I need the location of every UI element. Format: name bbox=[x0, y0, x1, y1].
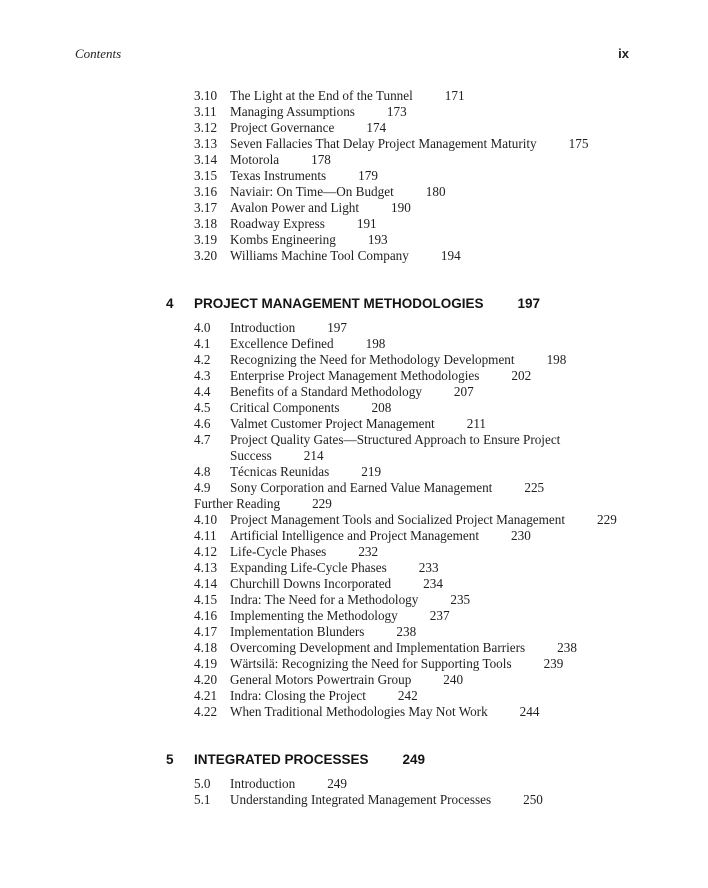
toc-entry-page: 230 bbox=[511, 528, 531, 543]
toc-entry bbox=[194, 560, 708, 576]
toc-entry-page: 249 bbox=[327, 776, 347, 791]
toc-entry-number: 4.17 bbox=[194, 624, 218, 639]
section-heading-page: 249 bbox=[402, 752, 426, 767]
toc-entry bbox=[194, 640, 708, 656]
toc-entry-number: 4.4 bbox=[194, 384, 211, 399]
toc-entry-page: 207 bbox=[453, 384, 474, 399]
toc-entry-number: 3.13 bbox=[194, 136, 218, 151]
toc-entry-number: 4.16 bbox=[194, 608, 218, 623]
toc-entry bbox=[194, 528, 708, 544]
toc-entry-title: Wärtsilä: Recognizing the Need for Supporting Tools bbox=[230, 656, 512, 671]
toc-entry bbox=[194, 384, 708, 400]
toc-entry bbox=[194, 136, 708, 152]
toc-entry-number: 4.13 bbox=[194, 560, 218, 575]
toc-entry-number: 4.2 bbox=[194, 352, 211, 367]
toc-entry bbox=[194, 592, 708, 608]
toc-entry bbox=[194, 200, 708, 216]
toc-entry bbox=[194, 544, 708, 560]
toc-entry-page: 232 bbox=[358, 544, 379, 559]
toc-entry-number: 3.16 bbox=[194, 184, 218, 199]
toc-entry-title: Introduction bbox=[230, 776, 296, 791]
toc-entry bbox=[194, 608, 708, 624]
toc-entry-number: 4.0 bbox=[194, 320, 211, 335]
toc-entry-page: 214 bbox=[303, 448, 324, 463]
toc-entry-number: 5.1 bbox=[194, 792, 211, 807]
toc-entry-page: 244 bbox=[519, 704, 540, 719]
toc-entry-page: 180 bbox=[425, 184, 446, 199]
toc-entry-page: 174 bbox=[366, 120, 387, 135]
toc-entry-number: 4.6 bbox=[194, 416, 211, 431]
toc-entry-page: 238 bbox=[396, 624, 417, 639]
toc-entry bbox=[194, 656, 708, 672]
toc-entry-page: 202 bbox=[511, 368, 532, 383]
toc-entry-title-wrap: Success bbox=[230, 448, 272, 463]
toc-entry-page: 171 bbox=[444, 88, 465, 103]
toc-entry-title: Seven Fallacies That Delay Project Management Maturity bbox=[230, 136, 537, 151]
toc-entry bbox=[194, 232, 708, 248]
toc-entry-title: Recognizing the Need for Methodology Development bbox=[230, 352, 515, 367]
toc-entry bbox=[194, 104, 708, 120]
toc-entry-number: 4.18 bbox=[194, 640, 218, 655]
section-heading-page: 197 bbox=[517, 296, 541, 311]
toc-entry-title: Artificial Intelligence and Project Management bbox=[230, 528, 479, 543]
toc-entry-page: 229 bbox=[312, 496, 332, 511]
toc-entry-number: 3.15 bbox=[194, 168, 218, 183]
toc-entry bbox=[194, 464, 708, 480]
toc-entry-number: 4.3 bbox=[194, 368, 211, 383]
toc-entry-title: Introduction bbox=[230, 320, 296, 335]
page-header bbox=[75, 46, 629, 62]
toc-entry-title: Texas Instruments bbox=[230, 168, 327, 183]
toc-entry bbox=[194, 776, 708, 792]
toc-entry-title: Enterprise Project Management Methodologies bbox=[230, 368, 480, 383]
toc-entry-page: 211 bbox=[466, 416, 487, 431]
toc-entry-page: 250 bbox=[523, 792, 543, 807]
toc-entry-title: The Light at the End of the Tunnel bbox=[230, 88, 413, 103]
toc-entry-number: 3.10 bbox=[194, 88, 218, 103]
toc-entry-page: 237 bbox=[429, 608, 450, 623]
toc-entry bbox=[194, 320, 708, 336]
section-heading bbox=[166, 296, 708, 312]
toc-entry bbox=[194, 336, 708, 352]
toc-entry-title: Life-Cycle Phases bbox=[230, 544, 327, 559]
section-heading bbox=[166, 752, 708, 768]
toc-entry-page: 234 bbox=[423, 576, 443, 591]
section-heading-title: INTEGRATED PROCESSES bbox=[194, 752, 369, 767]
toc-entry bbox=[194, 496, 708, 512]
toc-entry bbox=[194, 672, 708, 688]
toc-entry bbox=[194, 576, 708, 592]
toc-entry-title: When Traditional Methodologies May Not Work bbox=[230, 704, 488, 719]
toc-entry-page: 238 bbox=[557, 640, 577, 655]
toc-entry-wrap-line bbox=[194, 448, 708, 464]
toc-entry-title: Valmet Customer Project Management bbox=[230, 416, 435, 431]
toc-entry-number: 3.17 bbox=[194, 200, 218, 215]
toc-entry-title: Kombs Engineering bbox=[230, 232, 336, 247]
toc-entry-page: 239 bbox=[543, 656, 564, 671]
toc-entry-page: 208 bbox=[371, 400, 392, 415]
toc-entry-page: 219 bbox=[361, 464, 382, 479]
section-heading-title: PROJECT MANAGEMENT METHODOLOGIES bbox=[194, 296, 484, 311]
running-head: Contents bbox=[75, 46, 122, 61]
toc-entry-title: Sony Corporation and Earned Value Management bbox=[230, 480, 493, 495]
toc-entry bbox=[194, 352, 708, 368]
toc-entry-number: 4.1 bbox=[194, 336, 211, 351]
toc-entry bbox=[194, 792, 708, 808]
toc-entry-page: 190 bbox=[391, 200, 411, 215]
toc-entry-number: 4.22 bbox=[194, 704, 218, 719]
toc-entry-title: Avalon Power and Light bbox=[230, 200, 360, 215]
toc-entry-page: 229 bbox=[597, 512, 617, 527]
toc-entry-number: 5.0 bbox=[194, 776, 211, 791]
toc-entry-title: Excellence Defined bbox=[230, 336, 334, 351]
toc-entry-title: Critical Components bbox=[230, 400, 340, 415]
toc-entry bbox=[194, 704, 708, 720]
toc-entry-page: 194 bbox=[440, 248, 461, 263]
toc-entry-title: Indra: Closing the Project bbox=[230, 688, 366, 703]
toc-entry-page: 242 bbox=[397, 688, 418, 703]
toc-entry bbox=[194, 120, 708, 136]
toc-entry-page: 225 bbox=[524, 480, 545, 495]
toc-entry-number: 4.11 bbox=[194, 528, 217, 543]
toc-entry-number: 4.14 bbox=[194, 576, 218, 591]
toc-entry-title: Roadway Express bbox=[230, 216, 325, 231]
toc-entry-page: 191 bbox=[356, 216, 377, 231]
toc-entry-number: 4.9 bbox=[194, 480, 211, 495]
toc-entry-title: Indra: The Need for a Methodology bbox=[230, 592, 419, 607]
toc-entry-title: Project Quality Gates—Structured Approach to Ensure Project bbox=[230, 432, 561, 447]
toc-entry bbox=[194, 152, 708, 168]
toc-entry bbox=[194, 368, 708, 384]
toc-entry-page: 175 bbox=[568, 136, 589, 151]
toc-entry bbox=[194, 512, 708, 528]
toc-entry-number: 4.10 bbox=[194, 512, 218, 527]
toc-entry-number: 4.5 bbox=[194, 400, 211, 415]
toc-entry-number: 4.7 bbox=[194, 432, 211, 447]
toc-entry-title: Expanding Life-Cycle Phases bbox=[230, 560, 387, 575]
toc-entry bbox=[194, 688, 708, 704]
toc-entry-number: 4.8 bbox=[194, 464, 211, 479]
toc-entry-number: 3.14 bbox=[194, 152, 218, 167]
toc-entry-number: 3.20 bbox=[194, 248, 218, 263]
toc-entry-title: Project Governance bbox=[230, 120, 335, 135]
toc-entry-page: 179 bbox=[358, 168, 378, 183]
toc-entry-page: 240 bbox=[443, 672, 464, 687]
toc-entry-title: General Motors Powertrain Group bbox=[230, 672, 412, 687]
toc-entry-title: Benefits of a Standard Methodology bbox=[230, 384, 422, 399]
toc-entry-title: Further Reading bbox=[194, 496, 281, 511]
toc-entry bbox=[194, 168, 708, 184]
toc-entry-title: Overcoming Development and Implementation Barriers bbox=[230, 640, 526, 655]
toc-entry-title: Implementing the Methodology bbox=[230, 608, 398, 623]
toc-entry-number: 4.20 bbox=[194, 672, 218, 687]
toc-entry bbox=[194, 432, 708, 448]
toc-entry-number: 3.19 bbox=[194, 232, 218, 247]
toc-entry-number: 4.12 bbox=[194, 544, 218, 559]
toc-entry bbox=[194, 480, 708, 496]
toc-body bbox=[0, 88, 708, 808]
toc-entry-title: Motorola bbox=[230, 152, 280, 167]
toc-entry bbox=[194, 624, 708, 640]
toc-entry-number: 4.21 bbox=[194, 688, 218, 703]
toc-entry-title: Churchill Downs Incorporated bbox=[230, 576, 392, 591]
toc-entry-number: 3.12 bbox=[194, 120, 218, 135]
toc-entry bbox=[194, 184, 708, 200]
toc-entry-page: 198 bbox=[365, 336, 386, 351]
toc-entry-page: 193 bbox=[367, 232, 388, 247]
toc-entry bbox=[194, 88, 708, 104]
toc-entry-title: Naviair: On Time—On Budget bbox=[230, 184, 394, 199]
toc-entry-title: Técnicas Reunidas bbox=[230, 464, 330, 479]
toc-entry-page: 197 bbox=[327, 320, 347, 335]
toc-entry-title: Understanding Integrated Management Processes bbox=[230, 792, 492, 807]
toc-entry-title: Implementation Blunders bbox=[230, 624, 365, 639]
toc-entry bbox=[194, 400, 708, 416]
toc-entry-number: 3.18 bbox=[194, 216, 218, 231]
toc-entry-page: 198 bbox=[546, 352, 567, 367]
section-heading-number: 4 bbox=[166, 296, 174, 311]
toc-entry-title: Managing Assumptions bbox=[230, 104, 355, 119]
toc-entry-number: 4.15 bbox=[194, 592, 218, 607]
section-heading-number: 5 bbox=[166, 752, 174, 767]
page-number-folio: ix bbox=[618, 46, 629, 61]
toc-entry-title: Williams Machine Tool Company bbox=[230, 248, 409, 263]
toc-entry bbox=[194, 416, 708, 432]
toc-entry bbox=[194, 216, 708, 232]
toc-entry-page: 233 bbox=[418, 560, 439, 575]
toc-entry-page: 173 bbox=[386, 104, 407, 119]
toc-entry-number: 4.19 bbox=[194, 656, 218, 671]
toc-entry-number: 3.11 bbox=[194, 104, 217, 119]
toc-entry-page: 178 bbox=[311, 152, 331, 167]
toc-entry-page: 235 bbox=[450, 592, 471, 607]
toc-entry bbox=[194, 248, 708, 264]
toc-entry-title: Project Management Tools and Socialized Project Management bbox=[230, 512, 566, 527]
